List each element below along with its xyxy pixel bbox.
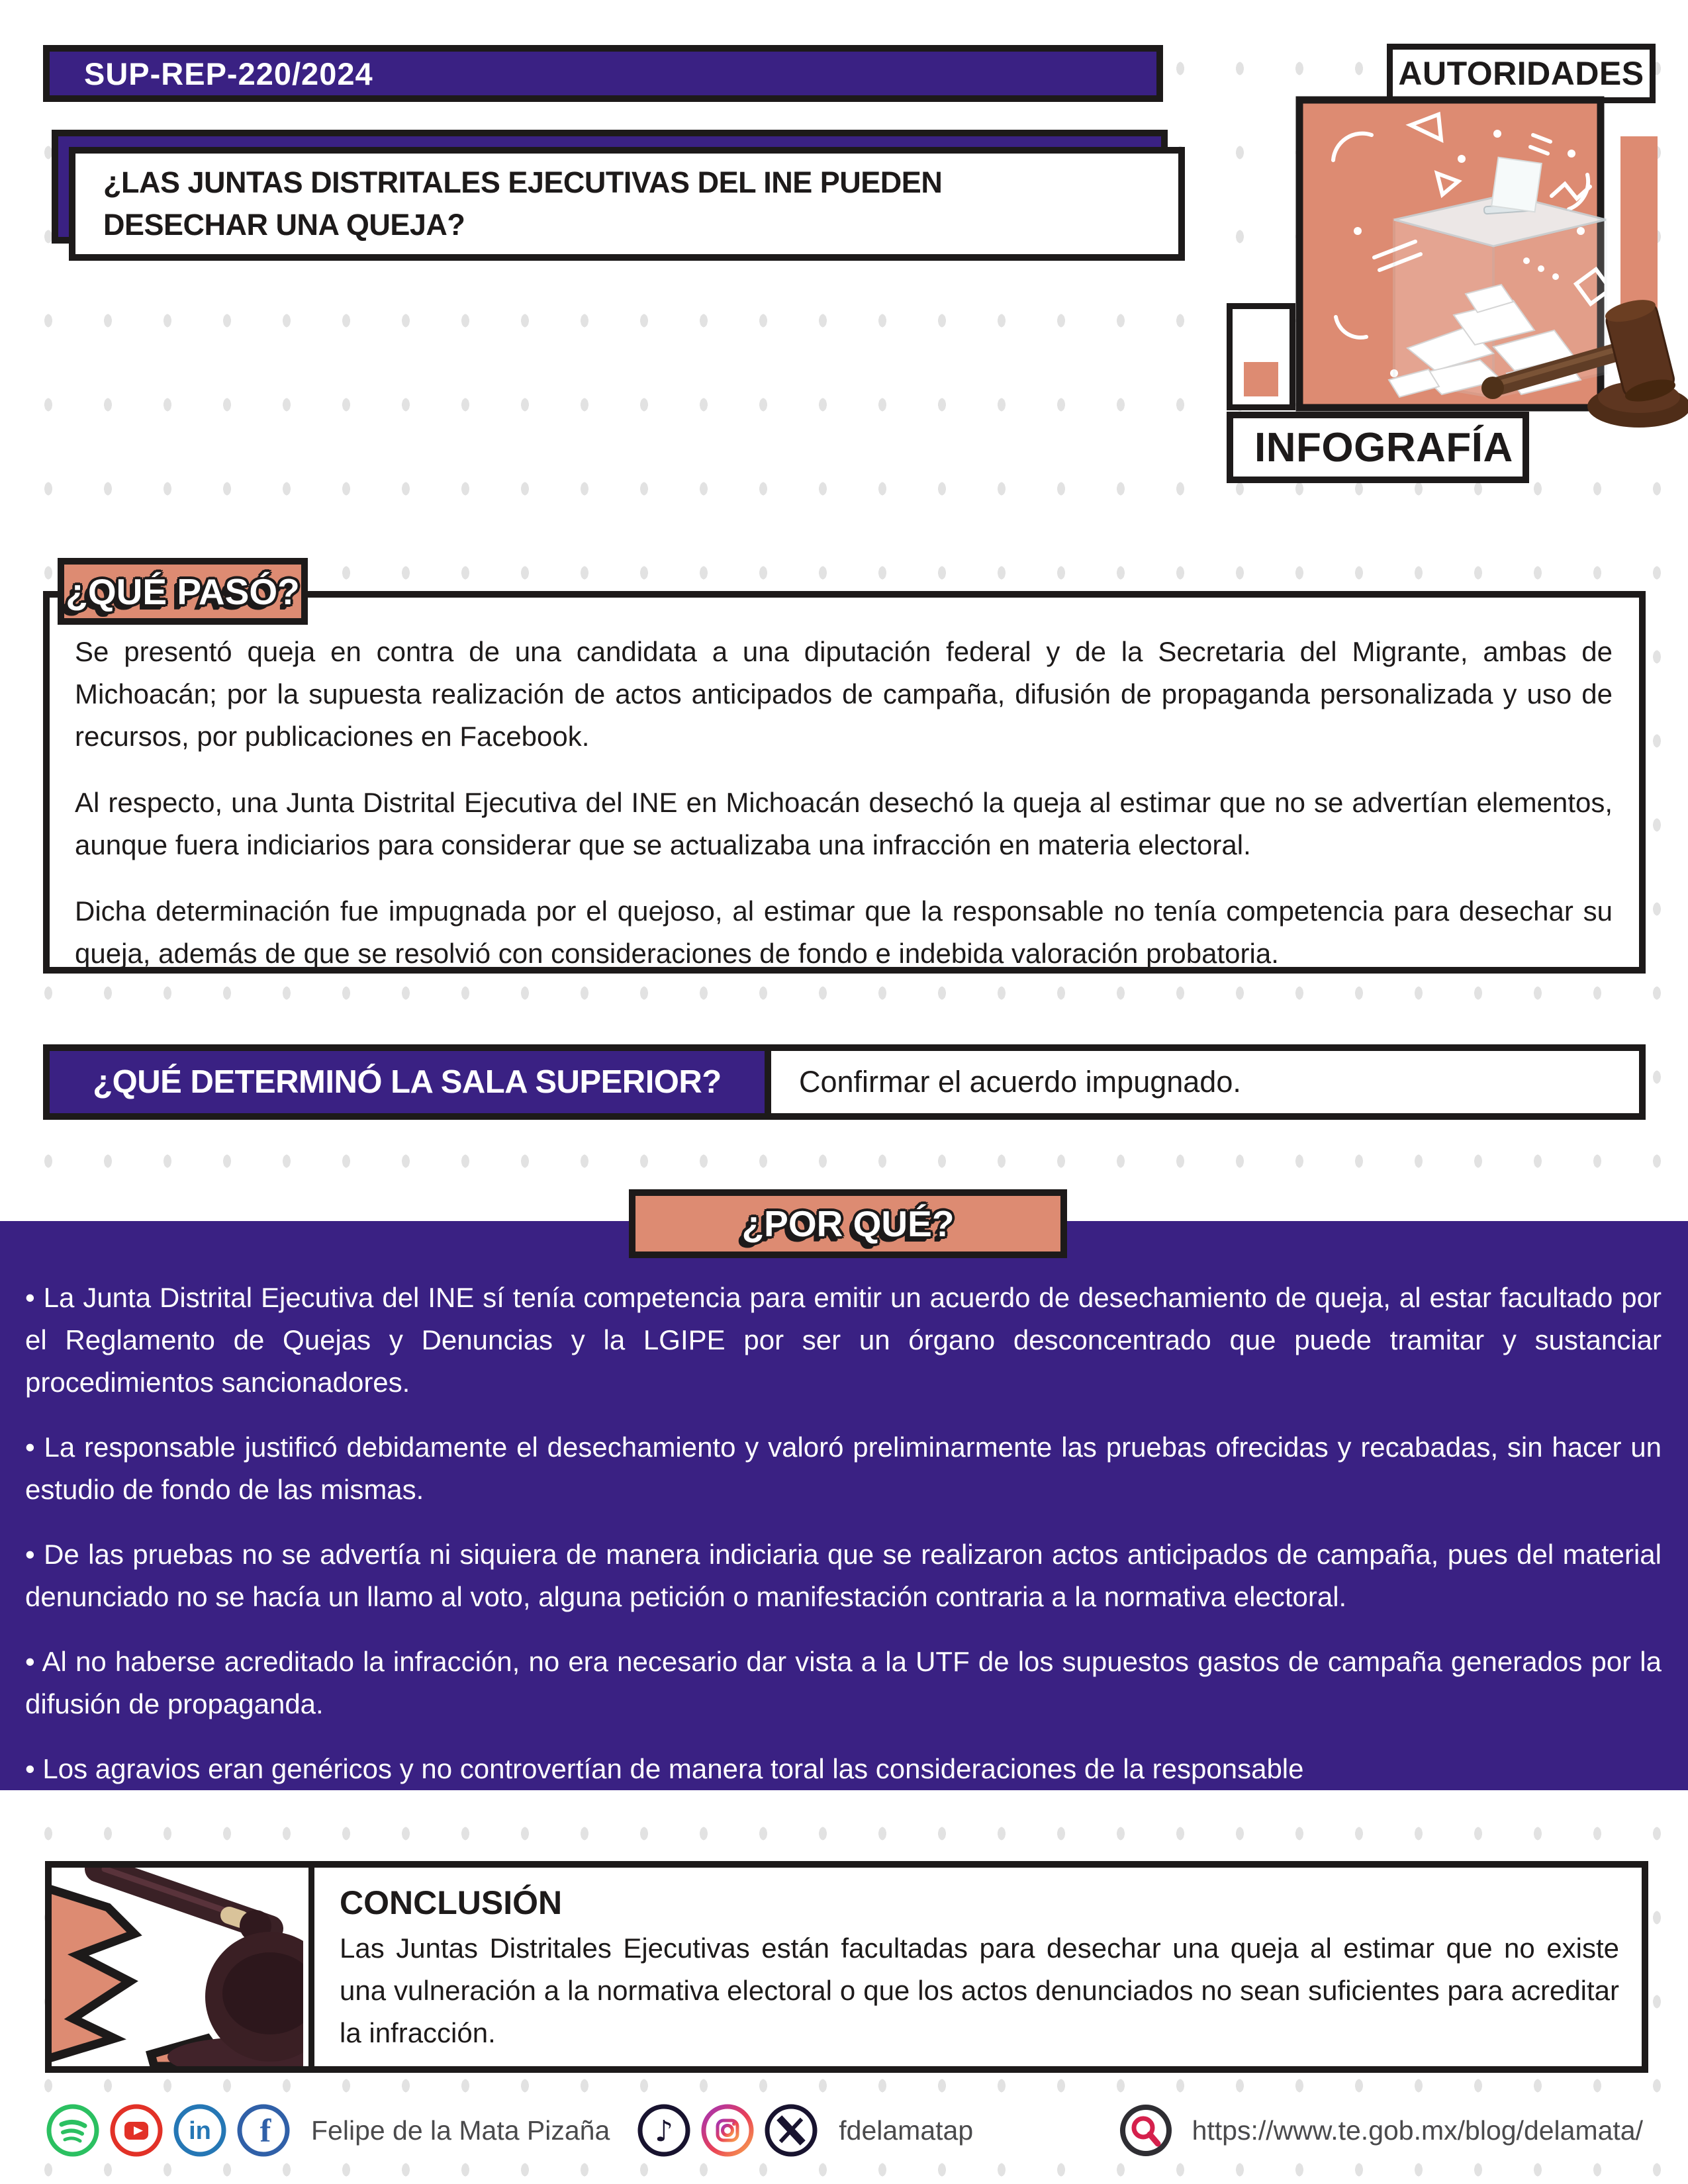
author-name: Felipe de la Mata Pizaña xyxy=(311,2115,610,2146)
por-que-section xyxy=(0,1221,1688,1790)
ballot-box-with-gavel-image xyxy=(1295,95,1688,433)
ballot-box-illustration xyxy=(1295,95,1688,433)
conclusion-heading: CONCLUSIÓN xyxy=(340,1884,563,1921)
por-que-bullet: • Al no haberse acreditado la infracción, no era necesario dar vista a la UTF de los supuestos gastos de campaña generados por la difusión de propaganda. xyxy=(25,1646,1662,1719)
por-que-bullet: • De las pruebas no se advertía ni siquiera de manera indiciaria que se realizaron actos anticipados de campaña, pues del material denunciado no se hacía un llamo al voto, alguna petición o manifestación contraria a la normativa electoral. xyxy=(25,1539,1662,1612)
page-title-line2: DESECHAR UNA QUEJA? xyxy=(103,208,465,242)
por-que-heading xyxy=(629,1189,1067,1258)
sala-superior-section xyxy=(43,1044,1646,1120)
x-icon[interactable] xyxy=(763,2103,819,2158)
blog-url[interactable]: https://www.te.gob.mx/blog/delamata/ xyxy=(1192,2115,1643,2146)
title-block xyxy=(52,130,1185,261)
decorative-square-box xyxy=(1227,303,1295,410)
svg-text:in: in xyxy=(189,2117,211,2145)
tiktok-icon[interactable] xyxy=(636,2103,692,2158)
type-label: INFOGRAFÍA xyxy=(1254,424,1513,471)
que-paso-heading-text: ¿QUÉ PASÓ? xyxy=(66,570,300,612)
document-type-badge xyxy=(1227,412,1529,483)
case-number: SUP-REP-220/2024 xyxy=(84,56,373,91)
salmon-square xyxy=(1244,362,1278,396)
que-paso-paragraph: Se presentó queja en contra de una candidata a una diputación federal y de la Secretaria del Migrante, ambas de Michoacán; por la supuesta realización de actos anticipados de campaña, difusión de propaganda personalizada y uso de recursos, por publicaciones en Facebook. xyxy=(75,636,1613,752)
sala-superior-heading-text: ¿QUÉ DETERMINÓ LA SALA SUPERIOR? xyxy=(93,1064,722,1100)
sala-superior-answer-text: Confirmar el acuerdo impugnado. xyxy=(799,1065,1241,1099)
que-paso-section xyxy=(43,591,1646,974)
youtube-icon[interactable] xyxy=(109,2103,164,2158)
por-que-bullet: • La Junta Distrital Ejecutiva del INE sí tenía competencia para emitir un acuerdo de desechamiento de queja, al estar facultado por el Reglamento de Quejas y Denuncias y la LGIPE por ser un órgano desconcentrado que puede tramitar y sustanciar procedimientos sancionadores. xyxy=(25,1282,1662,1398)
linkedin-icon[interactable] xyxy=(172,2103,228,2158)
social-handle: fdelamatap xyxy=(839,2115,974,2146)
spotify-icon[interactable] xyxy=(45,2103,101,2158)
por-que-heading-text: ¿POR QUÉ? xyxy=(741,1203,955,1244)
category-badge xyxy=(1387,44,1656,103)
conclusion-section xyxy=(45,1861,1648,2073)
instagram-icon[interactable] xyxy=(700,2103,755,2158)
gavel-image xyxy=(52,1868,314,2066)
search-icon[interactable] xyxy=(1118,2103,1174,2158)
category-label: AUTORIDADES xyxy=(1398,55,1644,92)
footer xyxy=(0,2090,1688,2171)
page-title-line1: ¿LAS JUNTAS DISTRITALES EJECUTIVAS DEL INE PUEDEN xyxy=(103,165,943,199)
por-que-bullet: • La responsable justificó debidamente el desechamiento y valoró preliminarmente las pruebas ofrecidas y recabadas, sin hacer un estudio de fondo de las mismas. xyxy=(25,1432,1662,1505)
case-number-banner xyxy=(43,45,1163,102)
sala-superior-answer xyxy=(771,1051,1639,1113)
gavel-illustration xyxy=(52,1868,303,2066)
svg-text:f: f xyxy=(259,2112,271,2149)
sala-superior-heading xyxy=(50,1051,771,1113)
conclusion-body: Las Juntas Distritales Ejecutivas están facultadas para desechar una queja al estimar que no existe una vulneración a la normativa electoral o que los actos denunciados no sean suficientes para acreditar la infracción. xyxy=(340,1933,1619,2048)
conclusion-text-pane xyxy=(314,1868,1642,2066)
svg-text:♪: ♪ xyxy=(655,2115,674,2148)
que-paso-heading xyxy=(58,558,308,625)
que-paso-paragraph: Al respecto, una Junta Distrital Ejecutiva del INE en Michoacán desechó la queja al estimar que no se advertían elementos, aunque fuera indiciarios para considerar que se actualizaba una infracción en materia electoral. xyxy=(75,787,1613,860)
que-paso-paragraph: Dicha determinación fue impugnada por el quejoso, al estimar que la responsable no tenía competencia para desechar su queja, además de que se resolvió con consideraciones de fondo e indebida valoración probatoria. xyxy=(75,895,1613,969)
page-title xyxy=(69,147,1185,261)
facebook-icon[interactable] xyxy=(236,2103,291,2158)
por-que-bullet: • Los agravios eran genéricos y no controvertían de manera toral las consideraciones de la responsable xyxy=(25,1753,1304,1784)
